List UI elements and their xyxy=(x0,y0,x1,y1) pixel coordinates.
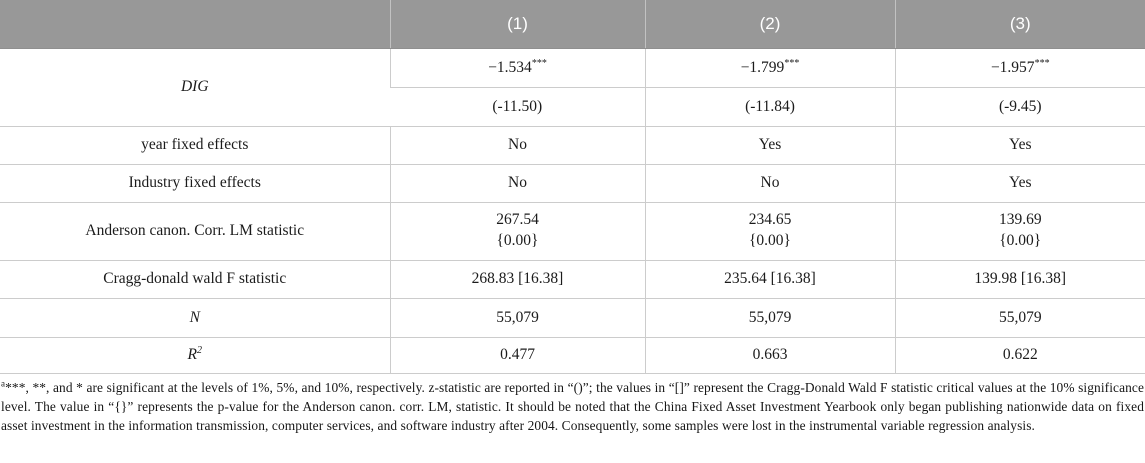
table-row-r-squared xyxy=(0,337,1145,373)
anderson-pvalue: {0.00} xyxy=(999,232,1042,249)
row-label-r2 xyxy=(0,337,390,373)
cragg-1: 268.83 [16.38] xyxy=(390,260,645,298)
row-label-cragg: Cragg-donald wald F statistic xyxy=(0,260,390,298)
year-fe-1: No xyxy=(390,126,645,164)
industry-fe-2: No xyxy=(645,164,895,202)
table-footnote xyxy=(0,378,1145,435)
year-fe-3: Yes xyxy=(895,126,1145,164)
dig-coef-1 xyxy=(390,48,645,87)
anderson-value: 267.54 xyxy=(496,211,539,229)
footnote-marker: a xyxy=(1,378,6,389)
coef-value: −1.534 xyxy=(488,58,532,76)
header-empty-cell xyxy=(0,0,390,48)
significance-stars: *** xyxy=(531,57,547,69)
industry-fe-3: Yes xyxy=(895,164,1145,202)
dig-coef-3 xyxy=(895,48,1145,87)
footnote-text: ***, **, and * are significant at the levels of 1%, 5%, and 10%, respectively. z-statistic are reported in “()”; the values in “[]” represent the Cragg-Donald Wald F statistic critical values at the 10% significance level. The value in “{}” represents the p-value for the Anderson canon. corr. LM, statistic. It should be noted that the China Fixed Asset Investment Yearbook only began publishing nationwide data on fixed asset investment in the information transmission, computer services, and software industry after 2004. Consequently, some samples were lost in the instrumental variable regression analysis. xyxy=(1,379,1144,433)
anderson-1 xyxy=(390,202,645,260)
row-label-anderson: Anderson canon. Corr. LM statistic xyxy=(0,202,390,260)
dig-tstat-1: (-11.50) xyxy=(390,87,645,126)
table-row-observations xyxy=(0,298,1145,337)
cragg-2: 235.64 [16.38] xyxy=(645,260,895,298)
industry-fe-1: No xyxy=(390,164,645,202)
header-model-3: (3) xyxy=(895,0,1145,48)
coef-value: −1.957 xyxy=(990,58,1035,76)
row-label-dig: DIG xyxy=(0,48,390,126)
r2-1: 0.477 xyxy=(390,337,645,373)
r2-base: R xyxy=(187,346,197,363)
anderson-value: 139.69 xyxy=(998,211,1042,229)
table-header-row xyxy=(0,0,1145,48)
table-row-year-fixed-effects xyxy=(0,126,1145,164)
header-model-1: (1) xyxy=(390,0,645,48)
r2-2: 0.663 xyxy=(645,337,895,373)
significance-stars: *** xyxy=(1034,57,1050,69)
header-model-2: (2) xyxy=(645,0,895,48)
significance-stars: *** xyxy=(784,57,800,69)
r2-superscript: 2 xyxy=(196,344,202,356)
coef-value: −1.799 xyxy=(740,58,785,76)
row-label-n: N xyxy=(0,298,390,337)
dig-tstat-2: (-11.84) xyxy=(645,87,895,126)
r2-3: 0.622 xyxy=(895,337,1145,373)
row-label-industry-fe: Industry fixed effects xyxy=(0,164,390,202)
dig-tstat-3: (-9.45) xyxy=(895,87,1145,126)
n-3: 55,079 xyxy=(895,298,1145,337)
anderson-3 xyxy=(895,202,1145,260)
row-label-year-fe: year fixed effects xyxy=(0,126,390,164)
year-fe-2: Yes xyxy=(645,126,895,164)
table-row-anderson-lm xyxy=(0,202,1145,260)
n-1: 55,079 xyxy=(390,298,645,337)
dig-coef-2 xyxy=(645,48,895,87)
table-row-industry-fixed-effects xyxy=(0,164,1145,202)
n-2: 55,079 xyxy=(645,298,895,337)
anderson-pvalue: {0.00} xyxy=(748,232,791,249)
table-row-cragg-donald xyxy=(0,260,1145,298)
cragg-3: 139.98 [16.38] xyxy=(895,260,1145,298)
anderson-2 xyxy=(645,202,895,260)
anderson-pvalue: {0.00} xyxy=(496,232,539,249)
table-row-dig-coefficient xyxy=(0,48,1145,87)
anderson-value: 234.65 xyxy=(748,211,792,229)
